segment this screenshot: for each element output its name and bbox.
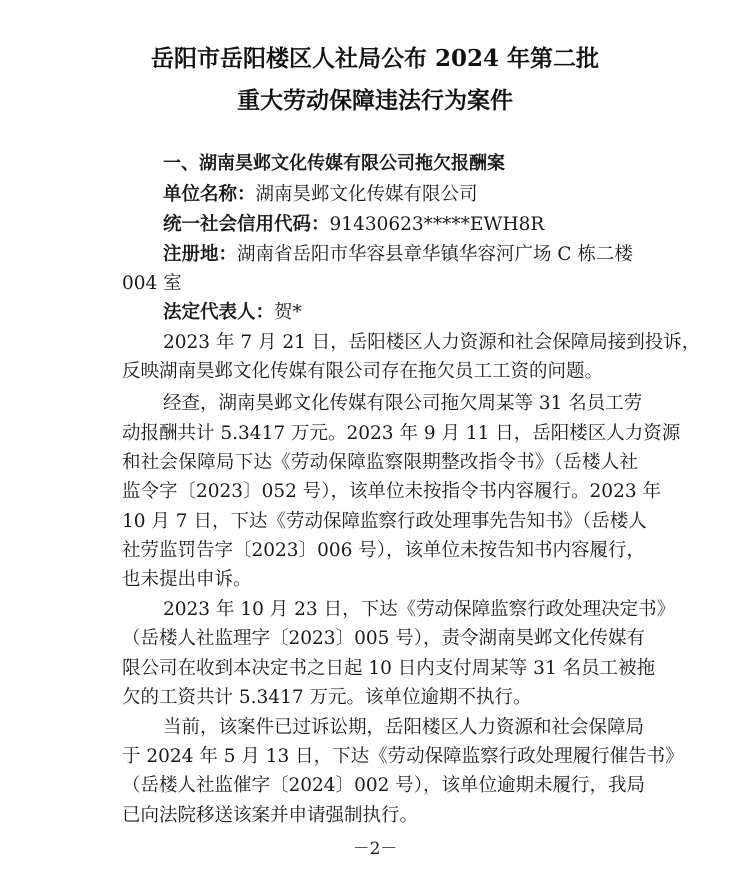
body-line: （岳楼人社监催字〔2024〕002 号），该单位逾期未履行，我局 xyxy=(122,775,646,796)
body-line: 于 2024 年 5 月 13 日，下达《劳动保障监察行政处理履行催告书》 xyxy=(122,746,684,767)
body-line: 反映湖南昊邺文化传媒有限公司存在拖欠员工工资的问题。 xyxy=(122,361,604,382)
legal-rep-label: 法定代表人： xyxy=(163,302,275,323)
credit-code-label: 统一社会信用代码： xyxy=(163,214,330,235)
body-line: 当前，该案件已过诉讼期，岳阳楼区人力资源和社会保障局 xyxy=(163,717,645,738)
legal-rep-value: 贺* xyxy=(274,302,302,323)
body-line: 动报酬共计 5.3417 万元。2023 年 9 月 11 日，岳阳楼区人力资源 xyxy=(122,423,681,444)
credit-code-value: 91430623*****EWH8R xyxy=(329,214,545,235)
body-line: 欠的工资共计 5.3417 万元。该单位逾期不执行。 xyxy=(122,687,532,708)
body-line: 也未提出申诉。 xyxy=(122,569,252,590)
document-title-line-2: 重大劳动保障违法行为案件 xyxy=(237,87,513,114)
body-line: 社劳监罚告字〔2023〕006 号），该单位未按告知书内容履行， xyxy=(122,540,646,561)
body-line: 监令字〔2023〕052 号），该单位未按指令书内容履行。2023 年 xyxy=(122,481,661,502)
body-line: 2023 年 10 月 23 日，下达《劳动保障监察行政处理决定书》 xyxy=(163,599,676,620)
body-line: 2023 年 7 月 21 日，岳阳楼区人力资源和社会保障局接到投诉， xyxy=(163,332,701,353)
page-number: －2－ xyxy=(352,839,398,859)
unit-name-value: 湖南昊邺文化传媒有限公司 xyxy=(255,184,478,205)
body-line: 限公司在收到本决定书之日起 10 日内支付周某等 31 名员工被拖 xyxy=(122,658,656,679)
body-line: 已向法院移送该案并申请强制执行。 xyxy=(122,805,419,826)
legal-rep-row xyxy=(163,302,302,324)
unit-name-label: 单位名称： xyxy=(163,184,256,205)
case-heading: 一、湖南昊邺文化传媒有限公司拖欠报酬案 xyxy=(163,153,505,174)
body-line: 10 月 7 日，下达《劳动保障监察行政处理事先告知书》（岳楼人 xyxy=(122,511,647,532)
body-line: （岳楼人社监理字〔2023〕005 号），责令湖南昊邺文化传媒有 xyxy=(122,628,646,649)
body-line: 和社会保障局下达《劳动保障监察限期整改指令书》（岳楼人社 xyxy=(122,452,638,473)
credit-code-row xyxy=(163,214,544,236)
address-row xyxy=(163,244,633,266)
address-value-cont: 004 室 xyxy=(122,273,182,294)
body-line: 经查，湖南昊邺文化传媒有限公司拖欠周某等 31 名员工劳 xyxy=(163,393,643,414)
unit-name-row xyxy=(163,184,478,206)
address-value: 湖南省岳阳市华容县章华镇华容河广场 C 栋二楼 xyxy=(237,244,633,265)
document-title-line-1: 岳阳市岳阳楼区人社局公布 2024 年第二批 xyxy=(150,45,600,72)
address-label: 注册地： xyxy=(163,244,238,265)
